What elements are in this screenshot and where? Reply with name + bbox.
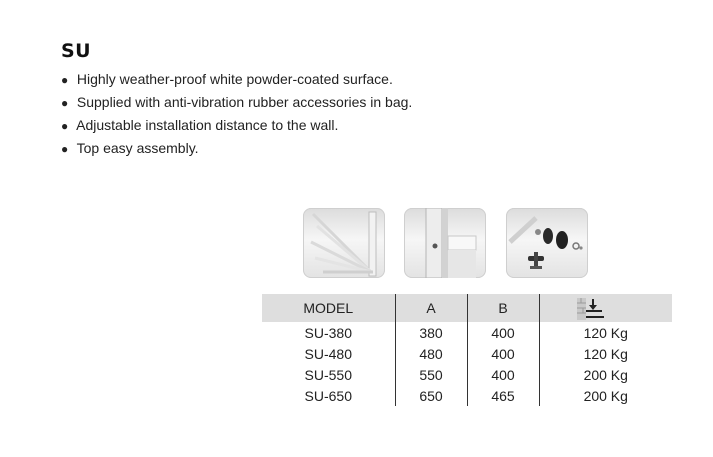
- feature-item: [61, 114, 412, 137]
- bullet-icon: ●: [61, 73, 69, 87]
- cell-model: SU-380: [262, 322, 395, 343]
- wall-load-icon: [573, 296, 609, 320]
- feature-item: [61, 137, 412, 160]
- feature-text: Adjustable installation distance to the wall.: [76, 117, 339, 133]
- bullet-icon: ●: [61, 142, 69, 156]
- cell-a: 650: [395, 385, 467, 406]
- cell-load: 120 Kg: [583, 345, 628, 362]
- bracket-profile-photo: [404, 208, 486, 278]
- spec-table-wrapper: [262, 294, 672, 406]
- cell-b: 400: [467, 322, 539, 343]
- cell-a: 480: [395, 343, 467, 364]
- product-title: SU: [61, 40, 92, 62]
- cell-a: 380: [395, 322, 467, 343]
- feature-text: Top easy assembly.: [76, 140, 199, 156]
- rubber-accessories-photo: [506, 208, 588, 278]
- header-b: B: [467, 294, 539, 322]
- cell-b: 400: [467, 343, 539, 364]
- header-load: [539, 294, 672, 322]
- table-row: [262, 322, 672, 343]
- feature-text: Supplied with anti-vibration rubber accessories in bag.: [76, 94, 413, 110]
- cell-model: SU-480: [262, 343, 395, 364]
- header-a: A: [395, 294, 467, 322]
- cell-load: 200 Kg: [583, 366, 628, 383]
- cell-load: 200 Kg: [583, 387, 628, 404]
- cell-model: SU-650: [262, 385, 395, 406]
- cell-a: 550: [395, 364, 467, 385]
- table-row: [262, 364, 672, 385]
- cell-b: 400: [467, 364, 539, 385]
- cell-b: 465: [467, 385, 539, 406]
- cell-load: 120 Kg: [583, 324, 628, 341]
- feature-list: [61, 68, 412, 160]
- feature-item: [61, 68, 412, 91]
- feature-text: Highly weather-proof white powder-coated surface.: [76, 71, 393, 87]
- table-header-row: [262, 294, 672, 322]
- bullet-icon: ●: [61, 119, 69, 133]
- cell-model: SU-550: [262, 364, 395, 385]
- bracket-angle-photo: [303, 208, 385, 278]
- spec-table: [262, 294, 672, 406]
- feature-item: [61, 91, 412, 114]
- table-row: [262, 343, 672, 364]
- table-row: [262, 385, 672, 406]
- bullet-icon: ●: [61, 96, 69, 110]
- header-model: MODEL: [262, 294, 395, 322]
